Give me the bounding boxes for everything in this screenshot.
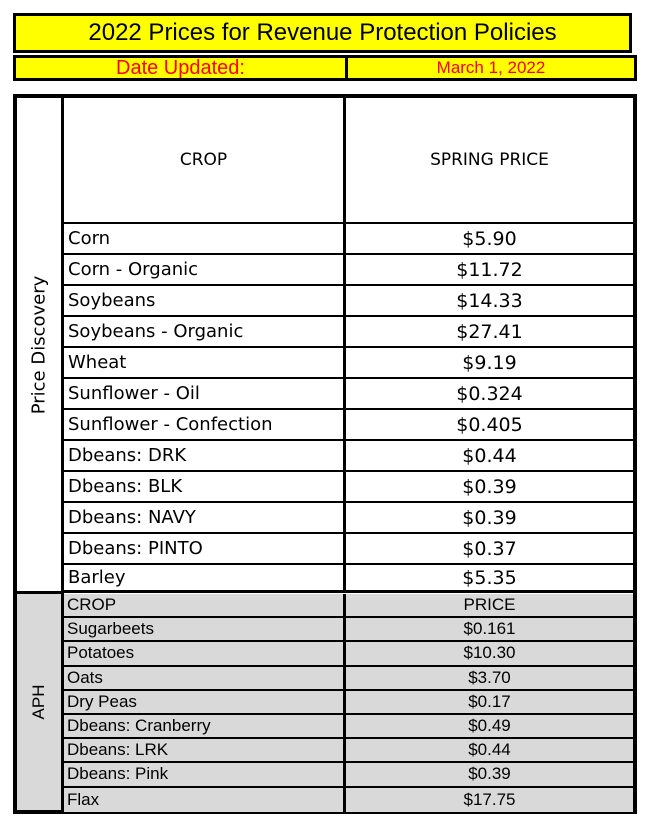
date-updated-value: March 1, 2022 bbox=[436, 58, 546, 77]
table-row bbox=[64, 763, 633, 787]
price-table bbox=[13, 94, 637, 814]
crop-price-cell: $0.49 bbox=[468, 716, 511, 736]
crop-price-cell: $5.90 bbox=[462, 227, 517, 250]
crop-name-cell: Sugarbeets bbox=[64, 618, 346, 640]
crop-price-cell: $0.44 bbox=[462, 444, 517, 467]
table-row bbox=[64, 255, 633, 286]
crop-name-cell: Dry Peas bbox=[64, 691, 346, 713]
date-updated-row bbox=[13, 55, 637, 81]
crop-name-cell: Dbeans: BLK bbox=[64, 472, 346, 501]
aph-header-row bbox=[64, 594, 633, 618]
page-title-text: 2022 Prices for Revenue Protection Policies bbox=[88, 19, 557, 46]
table-row bbox=[64, 618, 633, 642]
table-row bbox=[64, 379, 633, 410]
crop-name-cell: Potatoes bbox=[64, 642, 346, 664]
crop-price-cell: $0.17 bbox=[468, 691, 511, 711]
crop-name-cell: Sunflower - Confection bbox=[64, 410, 346, 439]
crop-name-cell: Soybeans - Organic bbox=[64, 317, 346, 346]
crop-name-cell: Soybeans bbox=[64, 286, 346, 315]
price-discovery-header-row bbox=[64, 98, 633, 224]
crop-price-cell: $10.30 bbox=[463, 643, 516, 663]
table-row bbox=[64, 317, 633, 348]
price-discovery-label-text: Price Discovery bbox=[28, 275, 50, 414]
table-row bbox=[64, 410, 633, 441]
crop-name-cell: Dbeans: Pink bbox=[64, 763, 346, 785]
page-title bbox=[13, 13, 632, 53]
table-row bbox=[64, 534, 633, 565]
crop-name-cell: Corn - Organic bbox=[64, 255, 346, 284]
aph-column-header-price: PRICE bbox=[463, 595, 516, 615]
crop-price-cell: $3.70 bbox=[468, 667, 511, 687]
price-discovery-grid bbox=[64, 98, 633, 593]
crop-name-cell: Corn bbox=[64, 224, 346, 253]
date-updated-label: Date Updated: bbox=[16, 58, 348, 78]
crop-price-cell: $11.72 bbox=[456, 258, 523, 281]
crop-price-cell: $0.39 bbox=[468, 764, 511, 784]
crop-name-cell: Flax bbox=[64, 788, 346, 812]
aph-grid bbox=[64, 594, 633, 812]
crop-price-cell: $14.33 bbox=[456, 289, 523, 312]
table-row bbox=[64, 739, 633, 763]
table-row bbox=[64, 348, 633, 379]
aph-section-label bbox=[17, 594, 64, 810]
aph-label-text: APH bbox=[29, 684, 48, 720]
crop-price-cell: $0.39 bbox=[462, 506, 517, 529]
table-row bbox=[64, 441, 633, 472]
crop-name-cell: Dbeans: NAVY bbox=[64, 503, 346, 532]
table-row bbox=[64, 642, 633, 666]
price-discovery-section-label bbox=[17, 98, 64, 594]
column-header-spring-price: SPRING PRICE bbox=[430, 150, 549, 170]
table-row bbox=[64, 788, 633, 812]
crop-price-cell: $27.41 bbox=[456, 320, 523, 343]
table-row bbox=[64, 667, 633, 691]
crop-name-cell: Dbeans: PINTO bbox=[64, 534, 346, 563]
crop-name-cell: Sunflower - Oil bbox=[64, 379, 346, 408]
table-row bbox=[64, 286, 633, 317]
crop-price-cell: $0.405 bbox=[456, 413, 523, 436]
crop-name-cell: Oats bbox=[64, 667, 346, 689]
crop-price-cell: $5.35 bbox=[462, 566, 517, 589]
table-row bbox=[64, 691, 633, 715]
crop-name-cell: Dbeans: Cranberry bbox=[64, 715, 346, 737]
crop-price-cell: $0.324 bbox=[456, 382, 523, 405]
crop-price-cell: $0.37 bbox=[462, 537, 517, 560]
crop-price-cell: $0.44 bbox=[468, 740, 511, 760]
crop-price-cell: $0.39 bbox=[462, 475, 517, 498]
crop-price-cell: $17.75 bbox=[463, 789, 516, 809]
table-row bbox=[64, 472, 633, 503]
table-row bbox=[64, 224, 633, 255]
aph-column-header-crop: CROP bbox=[64, 594, 346, 616]
table-row bbox=[64, 715, 633, 739]
crop-name-cell: Dbeans: DRK bbox=[64, 441, 346, 470]
table-row bbox=[64, 565, 633, 593]
crop-price-cell: $9.19 bbox=[462, 351, 517, 374]
crop-name-cell: Dbeans: LRK bbox=[64, 739, 346, 761]
table-row bbox=[64, 503, 633, 534]
crop-name-cell: Barley bbox=[64, 565, 346, 590]
column-header-crop: CROP bbox=[64, 98, 346, 222]
crop-name-cell: Wheat bbox=[64, 348, 346, 377]
crop-price-cell: $0.161 bbox=[463, 619, 516, 639]
